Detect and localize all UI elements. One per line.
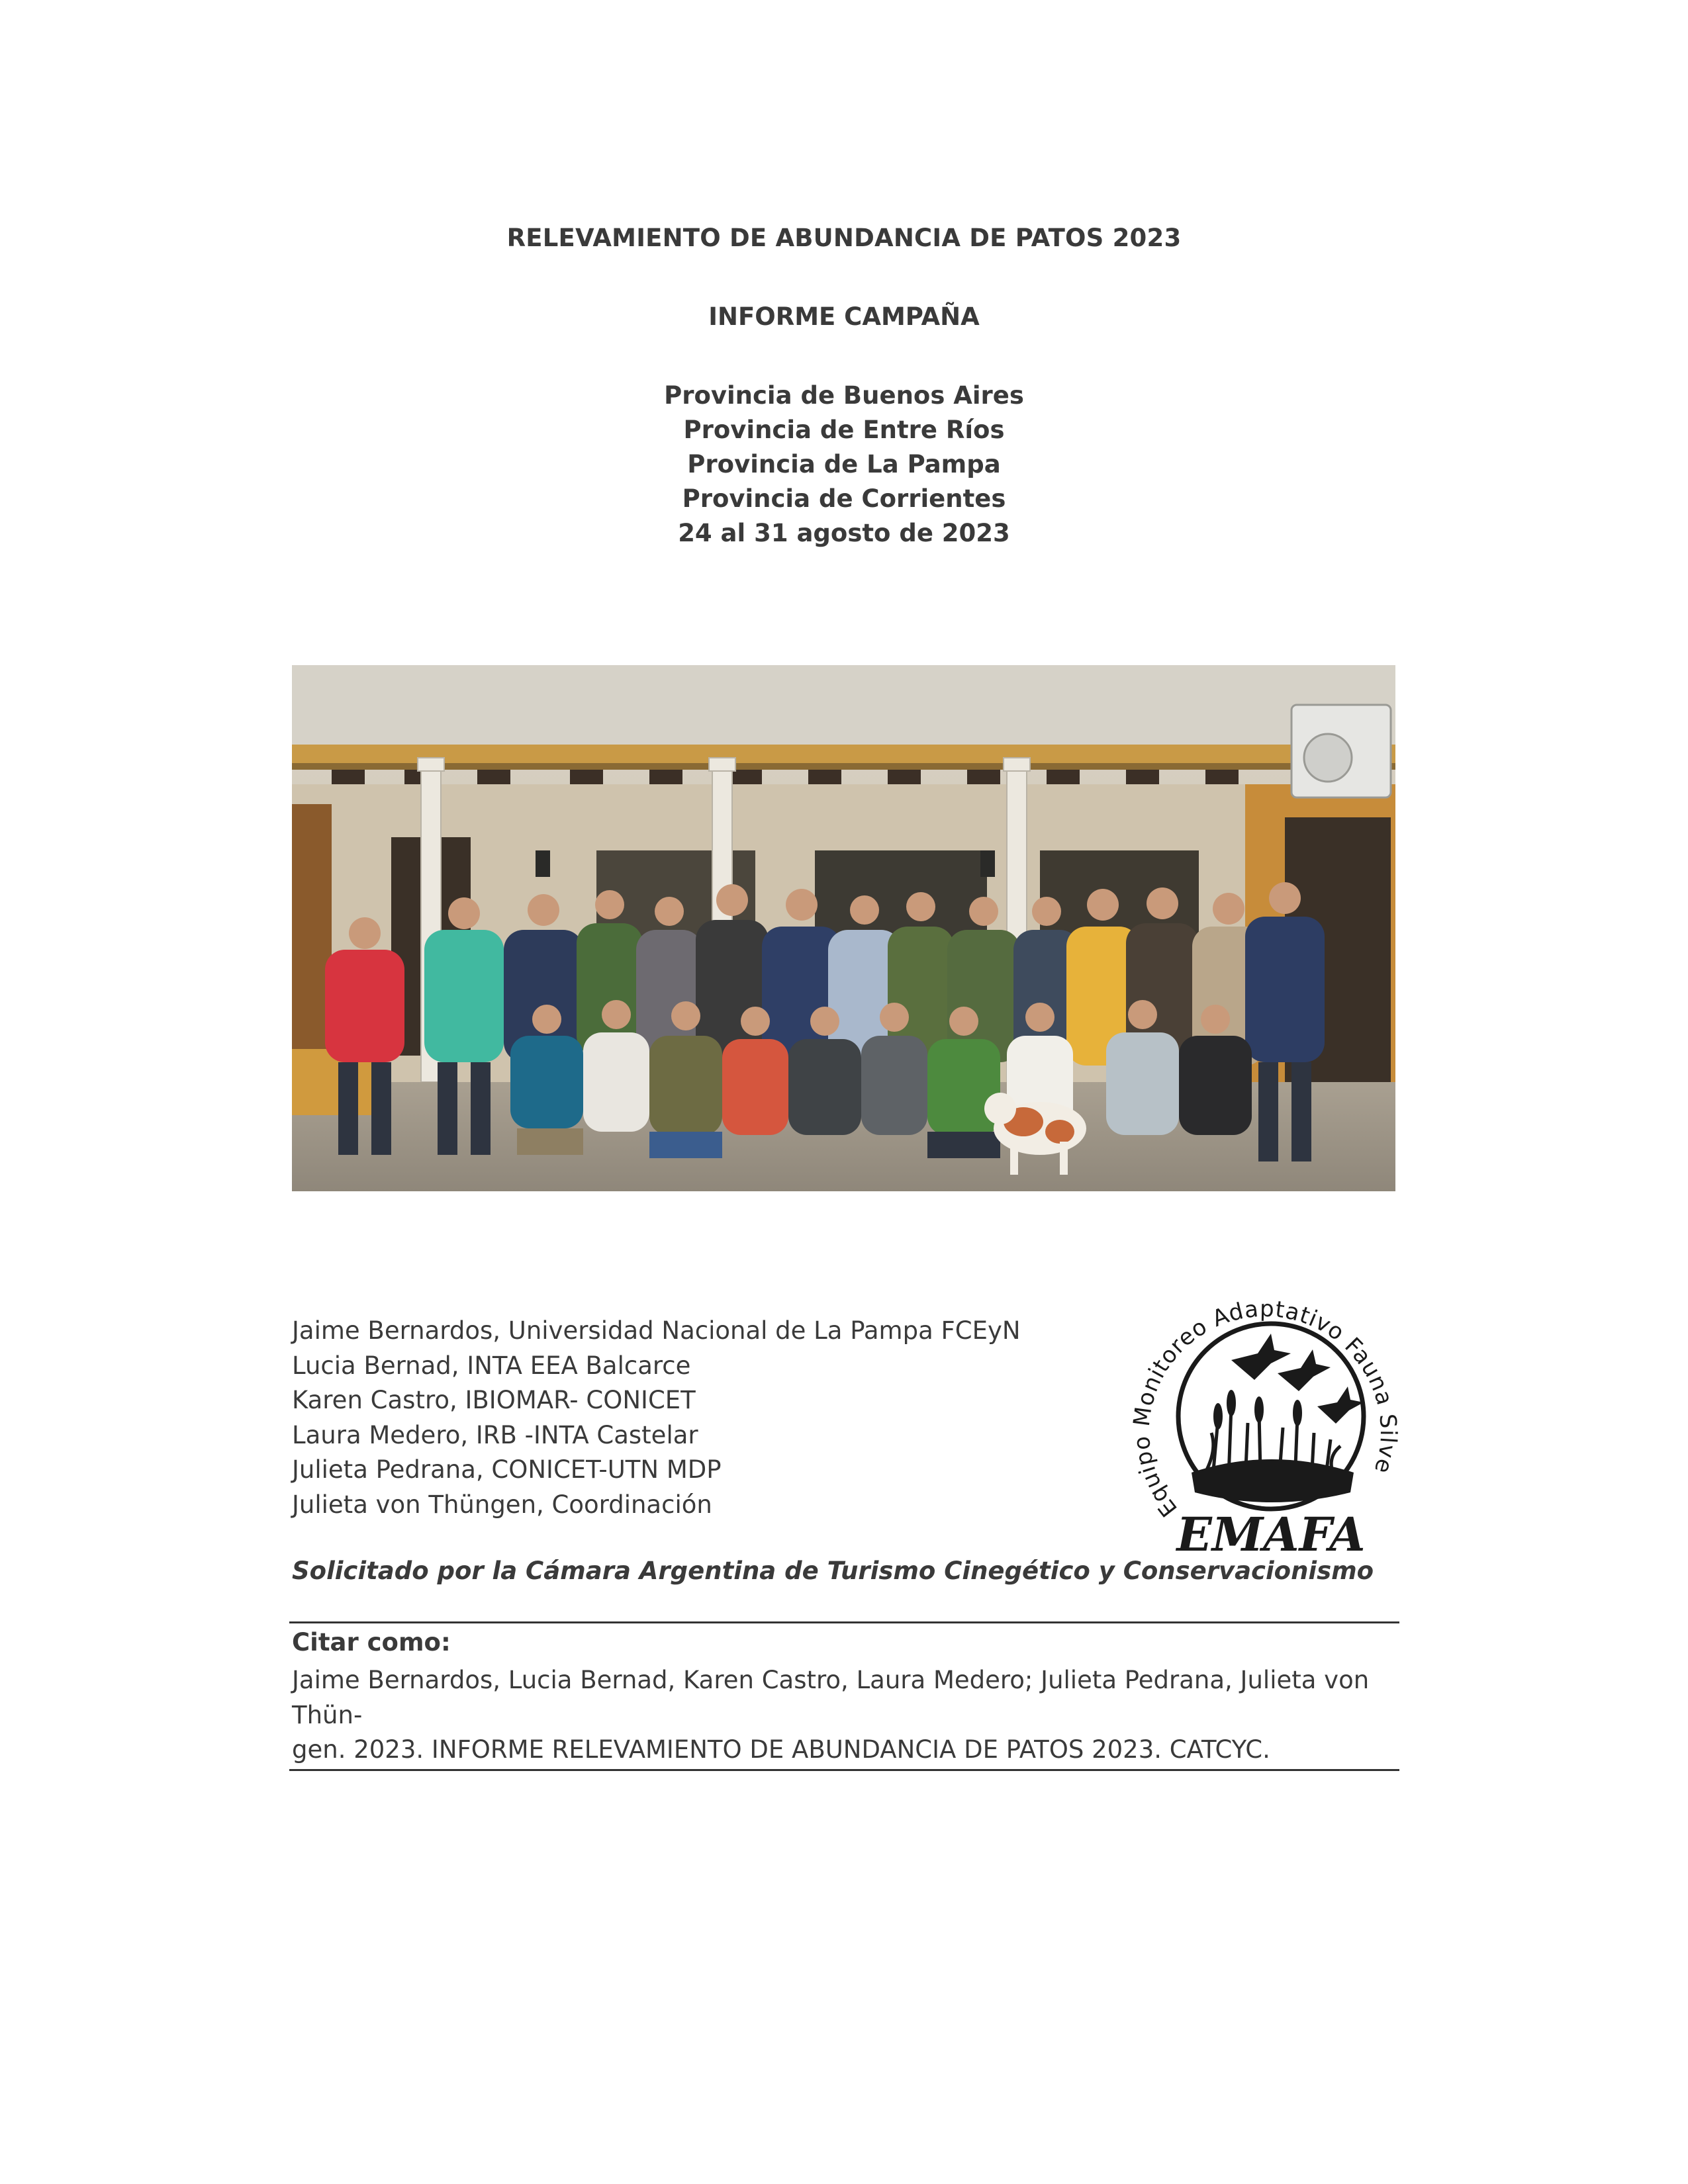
citation-label: Citar como:	[292, 1628, 451, 1657]
province-item: Provincia de La Pampa	[687, 450, 1001, 478]
divider	[289, 1769, 1399, 1771]
province-item: Provincia de Corrientes	[682, 484, 1006, 513]
group-photo	[292, 665, 1395, 1191]
author-item: Julieta von Thüngen, Coordinación	[292, 1490, 712, 1519]
author-item: Jaime Bernardos, Universidad Nacional de La Pampa FCEyN	[292, 1316, 1021, 1345]
province-list	[0, 379, 1688, 551]
divider	[289, 1621, 1399, 1623]
citation-line: Jaime Bernardos, Lucia Bernad, Karen Castro, Laura Medero; Julieta Pedrana, Julieta von Thün-	[292, 1666, 1370, 1729]
author-item: Lucia Bernad, INTA EEA Balcarce	[292, 1351, 691, 1380]
citation-line: gen. 2023. INFORME RELEVAMIENTO DE ABUNDANCIA DE PATOS 2023. CATCYC.	[292, 1735, 1270, 1764]
logo-ring-text: Equipo Monitoreo Adaptativo Fauna Silve	[1128, 1295, 1402, 1522]
document-subtitle: INFORME CAMPAÑA	[708, 302, 980, 331]
author-item: Karen Castro, IBIOMAR- CONICET	[292, 1386, 696, 1414]
province-item: Provincia de Buenos Aires	[664, 381, 1024, 410]
author-item: Laura Medero, IRB -INTA Castelar	[292, 1420, 698, 1449]
logo-acronym: EMAFA	[1176, 1507, 1366, 1559]
requested-by: Solicitado por la Cámara Argentina de Turismo Cinegético y Conservacionismo	[292, 1557, 1374, 1585]
survey-dates: 24 al 31 agosto de 2023	[678, 519, 1010, 547]
document-title: RELEVAMIENTO DE ABUNDANCIA DE PATOS 2023	[506, 224, 1182, 252]
author-item: Julieta Pedrana, CONICET-UTN MDP	[292, 1455, 722, 1484]
author-list	[292, 1314, 1021, 1522]
citation-text	[292, 1663, 1404, 1768]
emafa-logo	[1112, 1254, 1417, 1559]
province-item: Provincia de Entre Ríos	[683, 416, 1005, 444]
